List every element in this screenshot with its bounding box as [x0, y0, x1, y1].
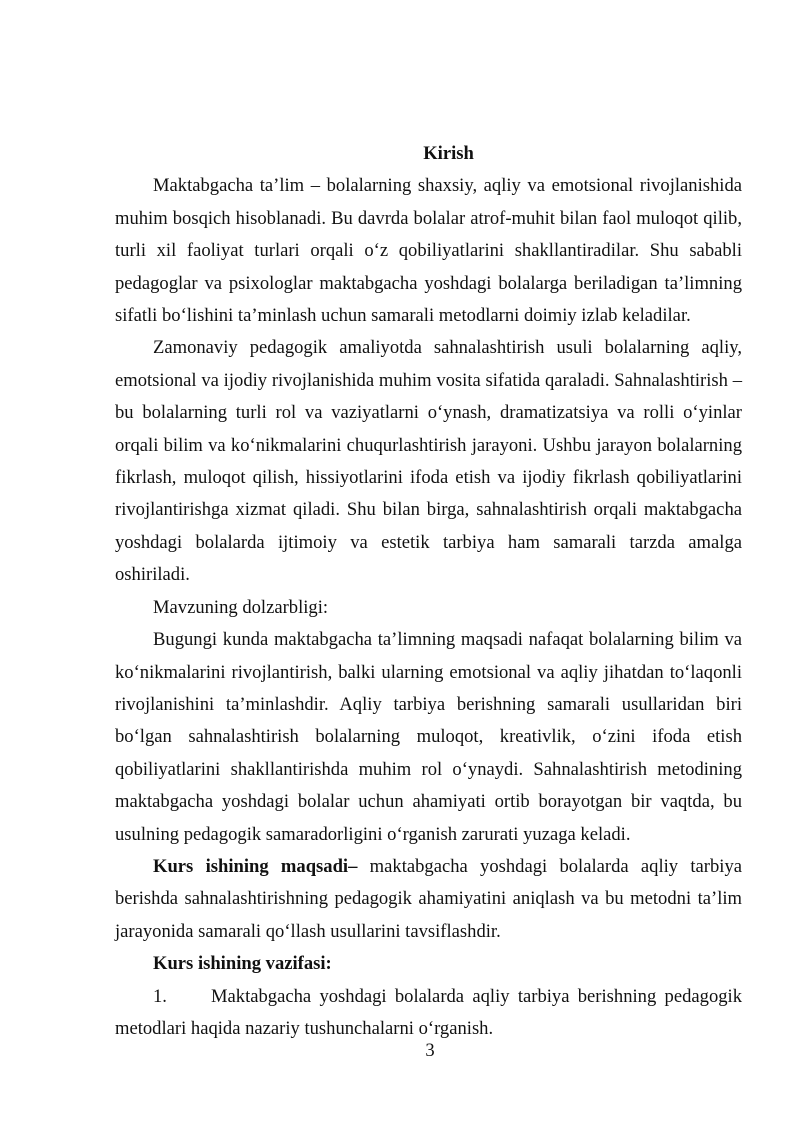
task-item: [115, 981, 742, 1046]
page-content: [115, 138, 742, 1045]
page-number: 3: [425, 1040, 435, 1061]
intro-paragraph-2: Zamonaviy pedagogik amaliyotda sahnalashtirish usuli bolalarning aqliy, emotsional va ijodiy rivojlanishida muhim vosita sifatida qaraladi. Sahnalashtirish – bu bolalarning turli rol va vaziyatlarni o‘ynash, dramatizatsiya va rolli o‘yinlar orqali bilim va ko‘nikmalarini chuqurlashtirish jarayoni. Ushbu jarayon bolalarning fikrlash, muloqot qilish, hissiyotlarini ifoda etish va ijodiy fikrlash qobiliyatlarini rivojlantirishga xizmat qiladi. Shu bilan birga, sahnalashtirish orqali maktabgacha yoshdagi bolalarda ijtimoiy va estetik tarbiya ham samarali tarzda amalga oshiriladi.: [115, 337, 742, 586]
intro-paragraph-1: Maktabgacha ta’lim – bolalarning shaxsiy, aqliy va emotsional rivojlanishida muhim bosqich hisoblanadi. Bu davrda bolalar atrof-muhit bilan faol muloqot qilib, turli xil faoliyat turlari orqali o‘z qobiliyatlarini shakllantiradilar. Shu sababli pedagoglar va psixologlar maktabgacha yoshdagi bolalarga beriladigan ta’limning sifatli bo‘lishini ta’minlash uchun samarali metodlarni doimiy izlab keladilar.: [115, 175, 742, 327]
page-title: Kirish: [423, 143, 474, 164]
tasks-heading: Kurs ishining vazifasi:: [153, 953, 332, 975]
task-text: Maktabgacha yoshdagi bolalarda aqliy tarbiya berishning pedagogik metodlari haqida nazariy tushunchalarni o‘rganish.: [115, 985, 742, 1039]
task-number: 1.: [153, 985, 167, 1007]
relevance-heading: Mavzuning dolzarbligi:: [153, 596, 329, 618]
goal-paragraph: [115, 851, 742, 948]
goal-label: Kurs ishining maqsadi–: [153, 855, 358, 877]
relevance-paragraph: Bugungi kunda maktabgacha ta’limning maqsadi nafaqat bolalarning bilim va ko‘nikmalarini rivojlantirish, balki ularning emotsional va aqliy jihatdan to‘laqonli rivojlanishini ta’minlashdir. Aqliy tarbiya berishning samarali usullaridan biri bo‘lgan sahnalashtirish bolalarning muloqot, kreativlik, o‘zini ifoda etish qobiliyatlarini shakllantirishda muhim rol o‘ynaydi. Sahnalashtirish metodining maktabgacha yoshdagi bolalar uchun ahamiyati ortib borayotgan bir vaqtda, bu usulning pedagogik samaradorligini o‘rganish zarurati yuzaga keladi.: [115, 629, 742, 845]
goal-text: maktabgacha yoshdagi bolalarda aqliy tarbiya berishda sahnalashtirishning pedagogik ahamiyatini aniqlash va bu metodni ta’lim jarayonida samarali qo‘llash usullarini tavsiflashdir.: [115, 855, 743, 942]
